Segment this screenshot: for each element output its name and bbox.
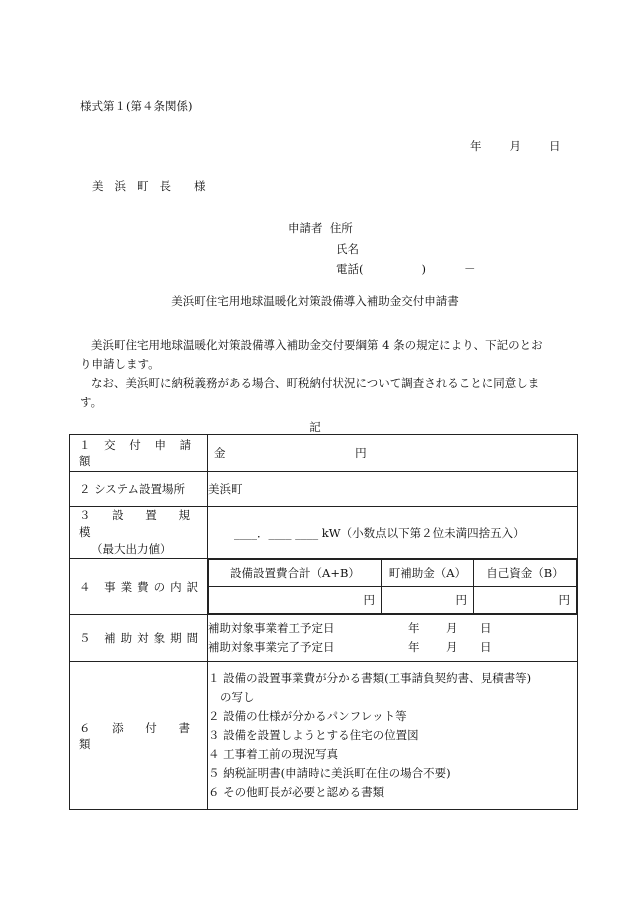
table-row <box>70 662 578 810</box>
row1-label: １ 交 付 申 請 額 <box>70 435 208 472</box>
row1-value <box>208 435 578 472</box>
table-row <box>70 472 578 507</box>
row2-label: ２ システム設置場所 <box>70 472 208 507</box>
date-day: 日 <box>549 139 561 153</box>
total-cost-header: 設備設置費合計（A+B） <box>209 560 382 587</box>
row6-label: ６ 添 付 書 類 <box>70 662 208 810</box>
row4-breakdown <box>208 559 578 615</box>
list-item: ６ その他町長が必要と認める書類 <box>208 785 385 799</box>
date-year: 年 <box>470 139 482 153</box>
own-funds-unit: 円 <box>473 587 576 614</box>
end-date-label: 補助対象事業完了予定日 <box>208 640 335 654</box>
attachments-list <box>208 662 578 810</box>
addressee-suffix: 様 <box>194 179 217 193</box>
capacity-decimal: ． <box>257 525 269 540</box>
end-date-year: 年 <box>408 640 420 654</box>
start-date-label: 補助対象事業着工予定日 <box>208 621 335 635</box>
row5-period <box>208 615 578 662</box>
list-item: の写し <box>220 690 255 704</box>
table-row <box>70 507 578 559</box>
phone-dash: － <box>464 262 476 276</box>
document-title: 美浜町住宅用地球温暖化対策設備導入補助金交付申請書 <box>171 294 459 308</box>
list-item: ４ 工事着工前の現況写真 <box>208 747 339 761</box>
capacity-blank-1: ____ <box>234 525 257 540</box>
row2-value: 美浜町 <box>208 472 578 507</box>
list-item: ５ 納税証明書(申請時に美浜町在住の場合不要) <box>208 766 451 780</box>
own-funds-header: 自己資金（B） <box>473 560 576 587</box>
applicant-block <box>288 218 476 280</box>
date-month: 月 <box>509 139 521 153</box>
end-date-month: 月 <box>446 640 458 654</box>
application-table <box>69 434 578 810</box>
amount-unit: 円 <box>355 446 367 460</box>
capacity-unit-note: kW（小数点以下第２位未満四捨五入） <box>318 525 525 540</box>
body-paragraph-1: 美浜町住宅用地球温暖化対策設備導入補助金交付要綱第 4 条の規定により、下記のとおり申請します。 <box>80 338 543 371</box>
row5-label: ５ 補助対象期間 <box>70 615 208 662</box>
ki-heading: 記 <box>309 420 321 434</box>
body-text <box>80 336 552 412</box>
applicant-label: 申請者 <box>288 221 323 235</box>
table-row <box>70 559 578 615</box>
body-paragraph-2: なお、美浜町に納税義務がある場合、町税納付状況について調査されることに同意します。 <box>80 376 540 409</box>
table-row <box>70 435 578 472</box>
list-item: ２ 設備の仕様が分かるパンフレット等 <box>208 709 407 723</box>
date-line <box>470 138 561 154</box>
name-label: 氏名 <box>336 241 359 256</box>
address-label: 住所 <box>329 221 353 235</box>
start-date-month: 月 <box>446 621 458 635</box>
total-cost-unit: 円 <box>209 587 382 614</box>
start-date-day: 日 <box>480 621 492 635</box>
amount-prefix: 金 <box>214 446 226 460</box>
town-subsidy-unit: 円 <box>381 587 473 614</box>
row4-label: ４ 事業費の内訳 <box>70 559 208 615</box>
start-date-year: 年 <box>408 621 420 635</box>
phone-label: 電話( <box>336 262 364 276</box>
phone-close: ) <box>421 262 426 276</box>
town-subsidy-header: 町補助金（A） <box>381 560 473 587</box>
row3-value <box>208 507 578 559</box>
capacity-blank-2: ____ ____ <box>268 525 319 540</box>
end-date-day: 日 <box>480 640 492 654</box>
list-item: １ 設備の設置事業費が分かる書類(工事請負契約書、見積書等) <box>208 671 532 685</box>
row3-label: ３ 設 置 規 模 （最大出力値） <box>70 507 208 559</box>
table-row <box>70 615 578 662</box>
form-number: 様式第１(第４条関係) <box>80 99 193 113</box>
addressee-name: 美浜町長 <box>92 179 182 193</box>
list-item: ３ 設備を設置しようとする住宅の位置図 <box>208 728 419 742</box>
addressee <box>92 178 217 194</box>
